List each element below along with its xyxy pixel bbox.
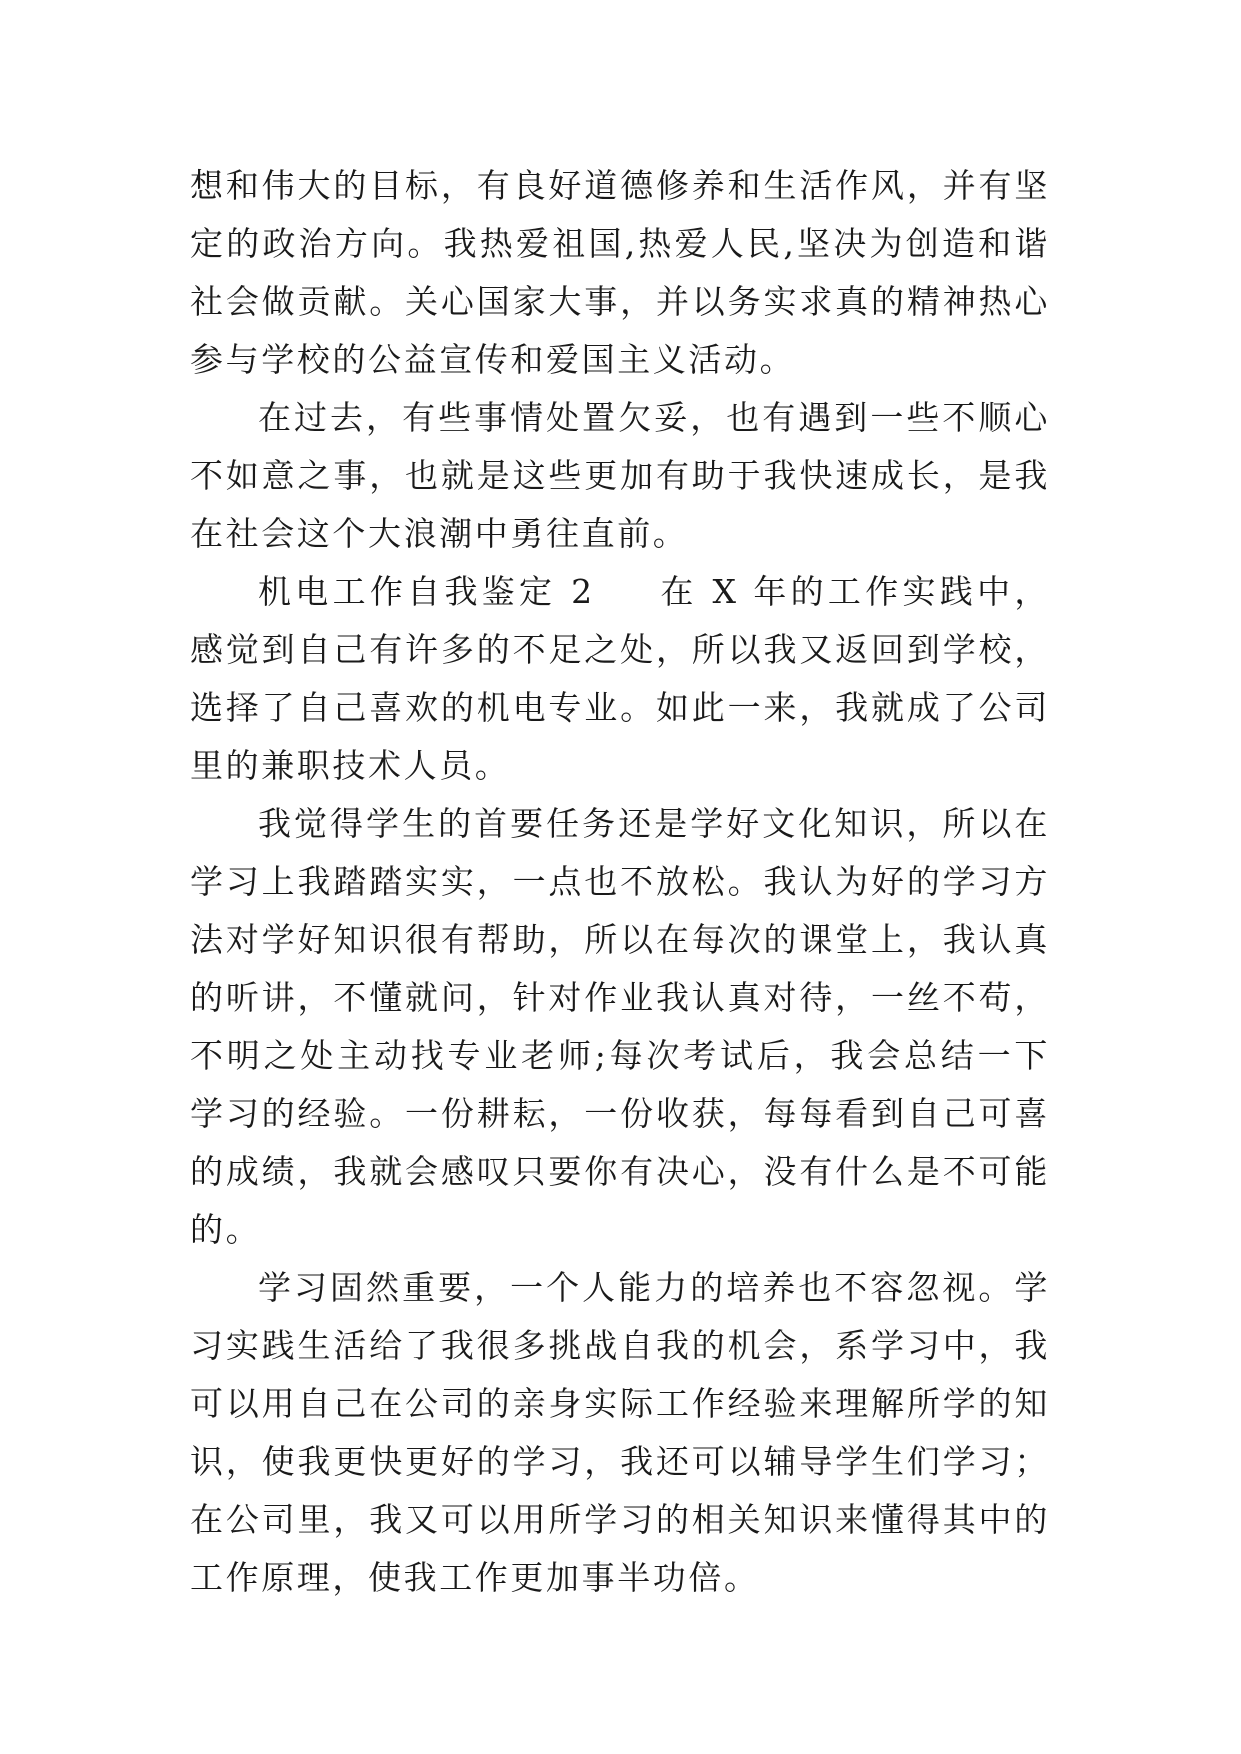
paragraph-political-stance: 想和伟大的目标，有良好道德修养和生活作风，并有坚定的政治方向。我热爱祖国,热爱人民,坚决为创造和谐社会做贡献。关心国家大事，并以务实求真的精神热心参与学校的公益宣传和爱国主义活动。 — [190, 166, 1050, 379]
document-body — [190, 157, 1050, 1607]
paragraph-ability: 学习固然重要，一个人能力的培养也不容忽视。学习实践生活给了我很多挑战自我的机会，系学习中，我可以用自己在公司的亲身实际工作经验来理解所学的知识，使我更快更好的学习，我还可以辅导学生们学习；在公司里，我又可以用所学习的相关知识来懂得其中的工作原理，使我工作更加事半功倍。 — [190, 1268, 1050, 1597]
section-heading: 机电工作自我鉴定 2 — [258, 572, 595, 611]
paragraph-section-2-intro — [190, 563, 1050, 795]
section-2-text: 在 X 年的工作实践中，感觉到自己有许多的不足之处，所以我又返回到学校，选择了自己喜欢的机电专业。如此一来，我就成了公司里的兼职技术人员。 — [190, 572, 1050, 785]
paragraph-past-experience: 在过去，有些事情处置欠妥，也有遇到一些不顺心不如意之事，也就是这些更加有助于我快速成长，是我在社会这个大浪潮中勇往直前。 — [190, 398, 1050, 553]
paragraph-study: 我觉得学生的首要任务还是学好文化知识，所以在学习上我踏踏实实，一点也不放松。我认为好的学习方法对学好知识很有帮助，所以在每次的课堂上，我认真的听讲，不懂就问，针对作业我认真对待，一丝不苟，不明之处主动找专业老师;每次考试后，我会总结一下学习的经验。一份耕耘，一份收获，每每看到自己可喜的成绩，我就会感叹只要你有决心，没有什么是不可能的。 — [190, 804, 1050, 1249]
